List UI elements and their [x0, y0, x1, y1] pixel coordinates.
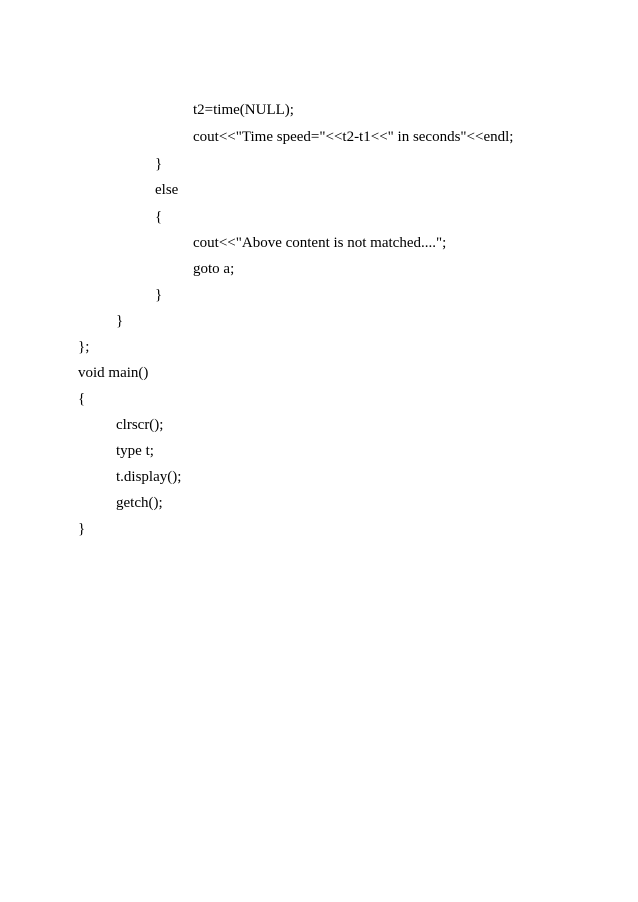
code-line: } [155, 287, 163, 303]
code-line: clrscr(); [116, 417, 164, 433]
code-line: goto a; [193, 261, 235, 277]
code-line: getch(); [116, 495, 163, 511]
code-line: t.display(); [116, 469, 182, 485]
code-line: cout<<"Time speed="<<t2-t1<<" in seconds"<<endl; [193, 129, 514, 145]
code-line: } [78, 521, 86, 537]
code-line: else [155, 182, 179, 198]
code-line: { [155, 209, 163, 225]
code-line: }; [78, 339, 90, 355]
code-line: void main() [78, 365, 149, 381]
code-line: t2=time(NULL); [193, 102, 294, 118]
code-line: } [116, 313, 124, 329]
code-line: cout<<"Above content is not matched...."; [193, 235, 447, 251]
code-line: type t; [116, 443, 154, 459]
code-line: { [78, 391, 86, 407]
code-line: } [155, 156, 163, 172]
